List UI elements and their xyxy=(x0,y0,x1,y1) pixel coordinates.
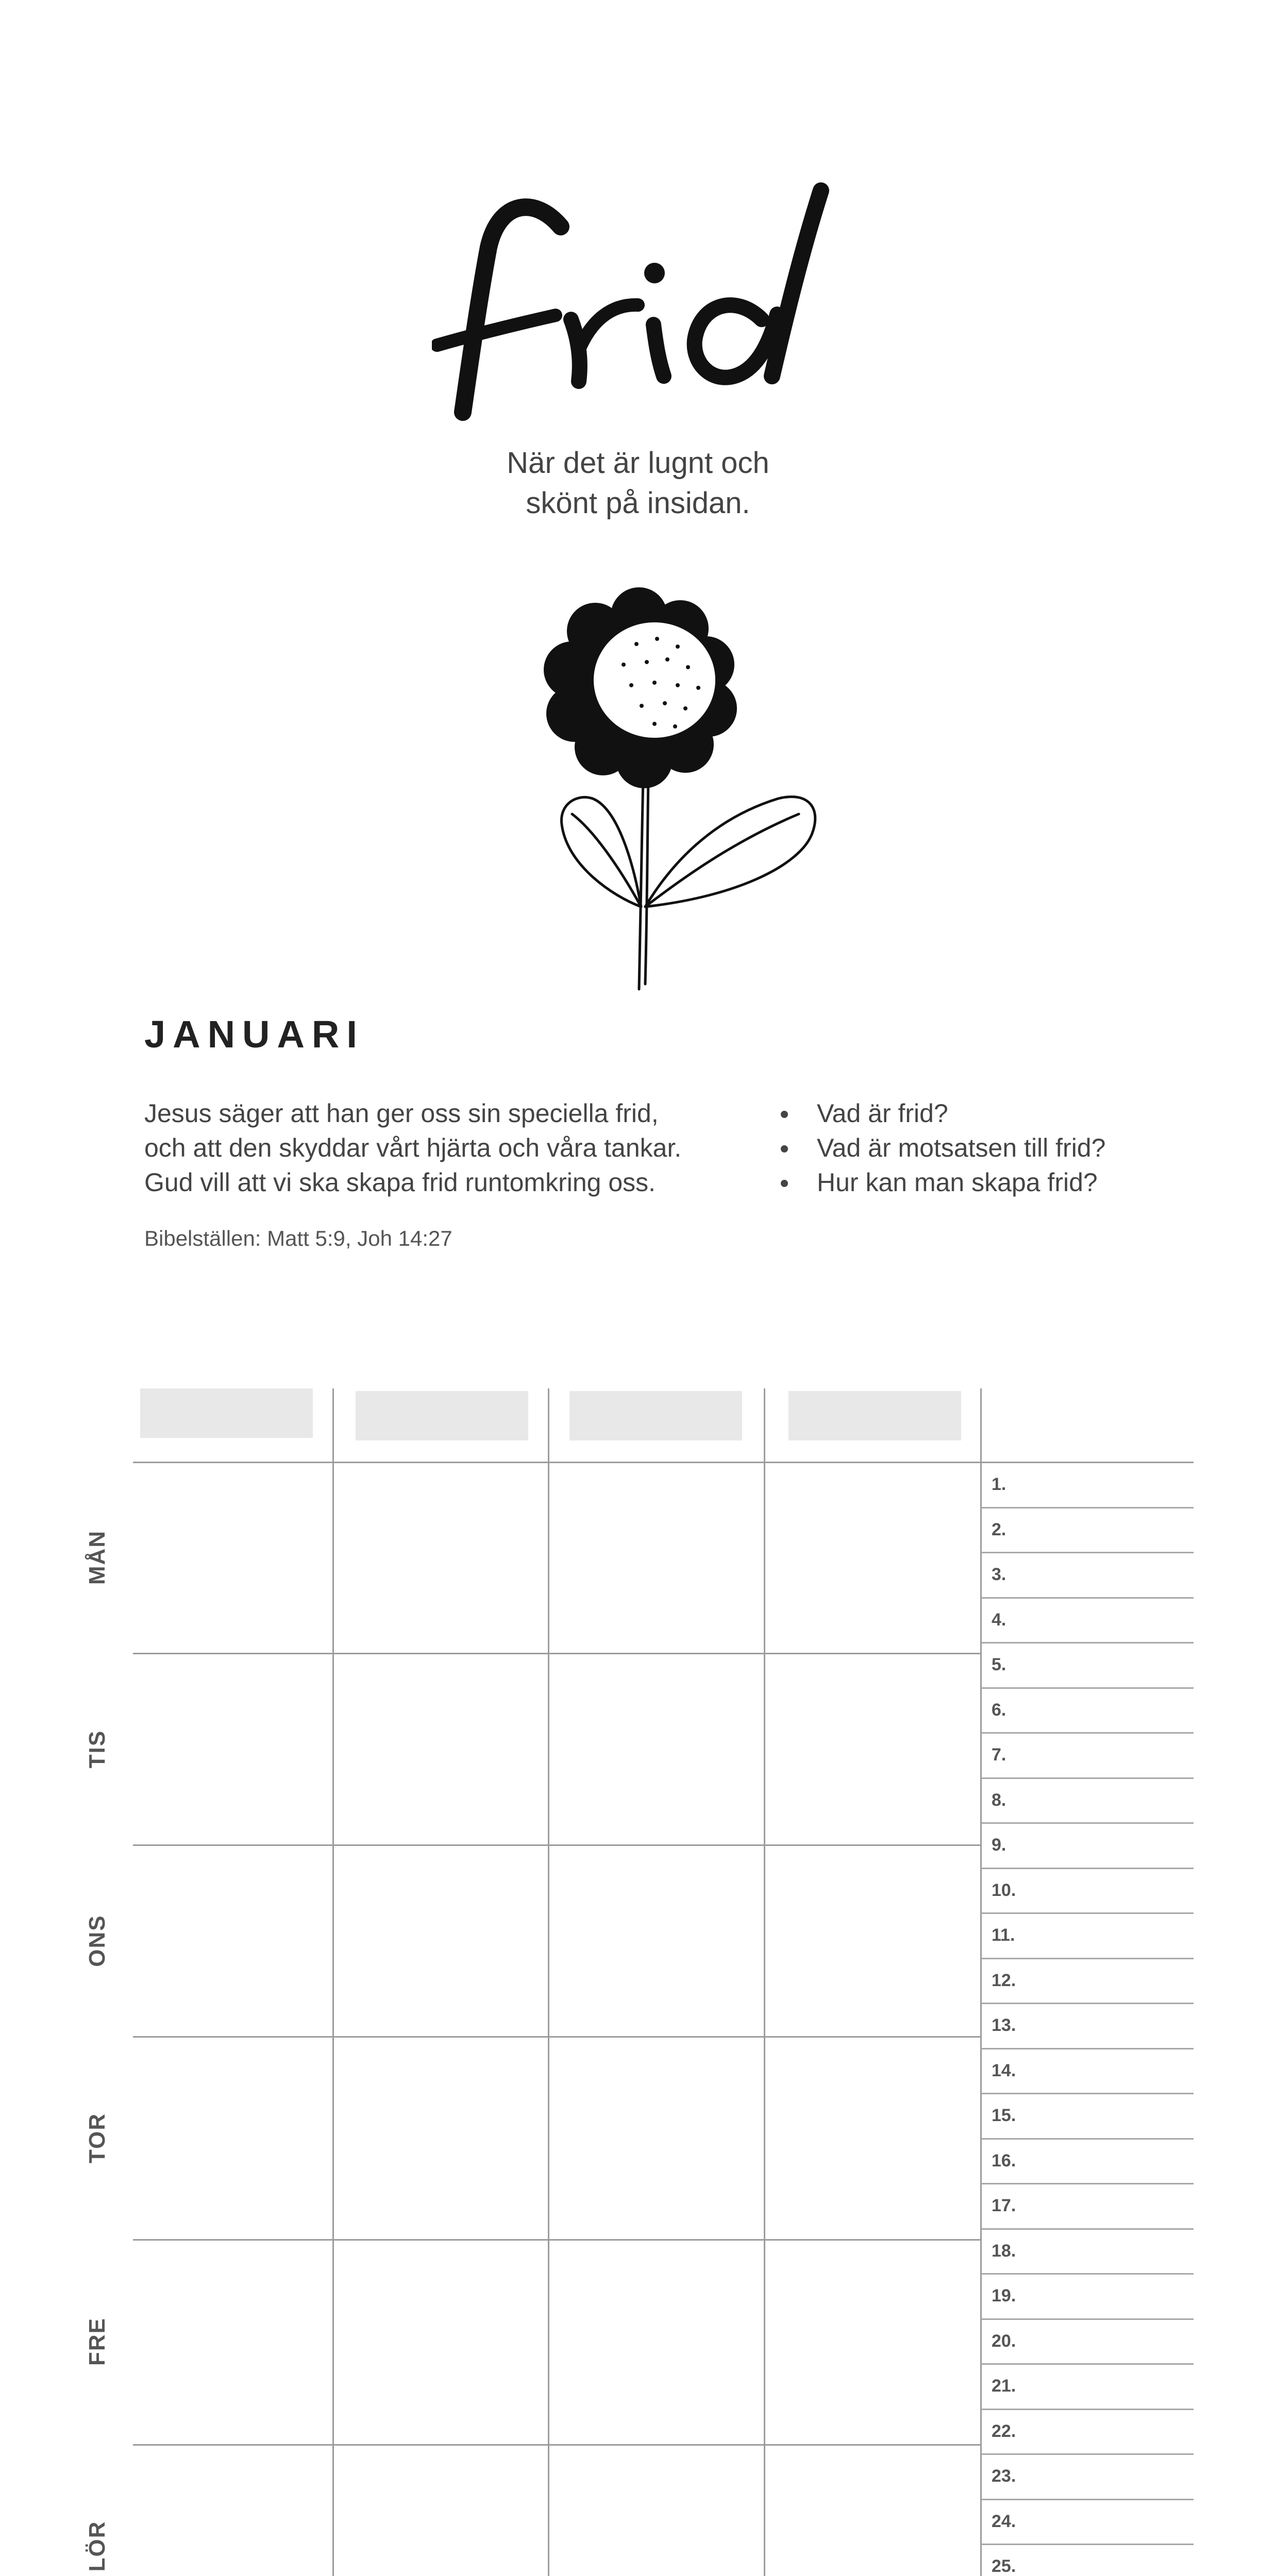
date-number: 3. xyxy=(992,1565,1006,1584)
date-number: 19. xyxy=(992,2286,1016,2306)
date-row[interactable] xyxy=(981,1734,1194,1779)
date-number: 14. xyxy=(992,2060,1016,2080)
flower-illustration xyxy=(531,577,850,999)
column-divider xyxy=(332,1388,334,2576)
date-number: 10. xyxy=(992,1880,1016,1900)
column-header-field[interactable] xyxy=(356,1391,528,1440)
date-number: 7. xyxy=(992,1745,1006,1765)
date-number: 5. xyxy=(992,1655,1006,1674)
date-number: 25. xyxy=(992,2556,1016,2576)
row-divider xyxy=(133,1653,981,1654)
date-number: 4. xyxy=(992,1609,1006,1630)
date-number: 22. xyxy=(992,2421,1016,2441)
date-number: 8. xyxy=(992,1790,1006,1810)
date-number: 17. xyxy=(992,2196,1016,2215)
date-row[interactable] xyxy=(981,2275,1194,2320)
date-row[interactable] xyxy=(981,2140,1194,2185)
date-number: 23. xyxy=(992,2466,1016,2486)
description-line-3: Gud vill att vi ska skapa frid runtomkring oss. xyxy=(144,1168,656,1197)
date-row[interactable] xyxy=(981,1959,1194,2005)
bible-references: Bibelställen: Matt 5:9, Joh 14:27 xyxy=(144,1226,452,1250)
date-number: 20. xyxy=(992,2331,1016,2351)
column-divider xyxy=(764,1388,765,2576)
subtitle xyxy=(406,443,870,523)
weekday-fri: FRE xyxy=(85,2317,110,2366)
question-item: Hur kan man skapa frid? xyxy=(776,1165,1105,1200)
description-line-2: och att den skyddar vårt hjärta och våra tankar. xyxy=(144,1133,682,1162)
column-divider xyxy=(548,1388,549,2576)
month-heading: JANUARI xyxy=(144,1013,364,1056)
date-row[interactable] xyxy=(981,1599,1194,1644)
date-number: 1. xyxy=(992,1475,1006,1494)
weekday-thu: TOR xyxy=(85,2112,110,2164)
date-row[interactable] xyxy=(981,2230,1194,2275)
subtitle-line-2: skönt på insidan. xyxy=(526,486,750,520)
question-list xyxy=(776,1096,1105,1200)
date-row[interactable] xyxy=(981,1553,1194,1599)
date-row[interactable] xyxy=(981,1779,1194,1824)
title xyxy=(432,170,844,438)
date-row[interactable] xyxy=(981,2545,1194,2576)
row-divider xyxy=(133,2444,981,2446)
date-row[interactable] xyxy=(981,2455,1194,2500)
weekday-tue: TIS xyxy=(85,1730,110,1769)
question-item: Vad är frid? xyxy=(776,1096,1105,1131)
date-row[interactable] xyxy=(981,1643,1194,1689)
subtitle-line-1: När det är lugnt och xyxy=(507,446,769,480)
description-line-1: Jesus säger att han ger oss sin speciella frid, xyxy=(144,1099,659,1128)
date-row[interactable] xyxy=(981,2184,1194,2230)
date-row[interactable] xyxy=(981,2500,1194,2546)
row-divider xyxy=(133,1844,981,1846)
date-number: 12. xyxy=(992,1970,1016,1990)
weekday-wed: ONS xyxy=(85,1914,110,1967)
date-number: 24. xyxy=(992,2511,1016,2531)
question-item: Vad är motsatsen till frid? xyxy=(776,1131,1105,1165)
row-divider xyxy=(133,2036,981,2038)
date-row[interactable] xyxy=(981,1463,1194,1509)
date-row[interactable] xyxy=(981,1689,1194,1734)
date-row[interactable] xyxy=(981,2410,1194,2455)
date-number: 18. xyxy=(992,2241,1016,2261)
weekday-mon: MÅN xyxy=(85,1530,110,1585)
date-number: 6. xyxy=(992,1700,1006,1720)
month-description xyxy=(144,1096,788,1200)
date-number: 15. xyxy=(992,2106,1016,2125)
date-number: 11. xyxy=(992,1925,1015,1945)
date-number: 2. xyxy=(992,1519,1006,1539)
date-number: 9. xyxy=(992,1835,1006,1855)
date-row[interactable] xyxy=(981,2320,1194,2365)
date-row[interactable] xyxy=(981,2004,1194,2049)
date-row[interactable] xyxy=(981,1869,1194,1914)
date-row[interactable] xyxy=(981,1824,1194,1869)
date-row[interactable] xyxy=(981,1509,1194,1554)
date-number: 16. xyxy=(992,2150,1016,2171)
title-lettering xyxy=(432,170,844,438)
date-row[interactable] xyxy=(981,2049,1194,2095)
date-row[interactable] xyxy=(981,2094,1194,2140)
date-row[interactable] xyxy=(981,2365,1194,2410)
date-number: 21. xyxy=(992,2376,1016,2396)
column-header-field[interactable] xyxy=(569,1391,742,1440)
weekday-sat: LÖR xyxy=(85,2520,110,2572)
column-header-field[interactable] xyxy=(140,1388,313,1438)
column-header-field[interactable] xyxy=(788,1391,961,1440)
row-divider xyxy=(133,2239,981,2241)
date-row[interactable] xyxy=(981,1914,1194,1959)
date-number: 13. xyxy=(992,2015,1016,2035)
